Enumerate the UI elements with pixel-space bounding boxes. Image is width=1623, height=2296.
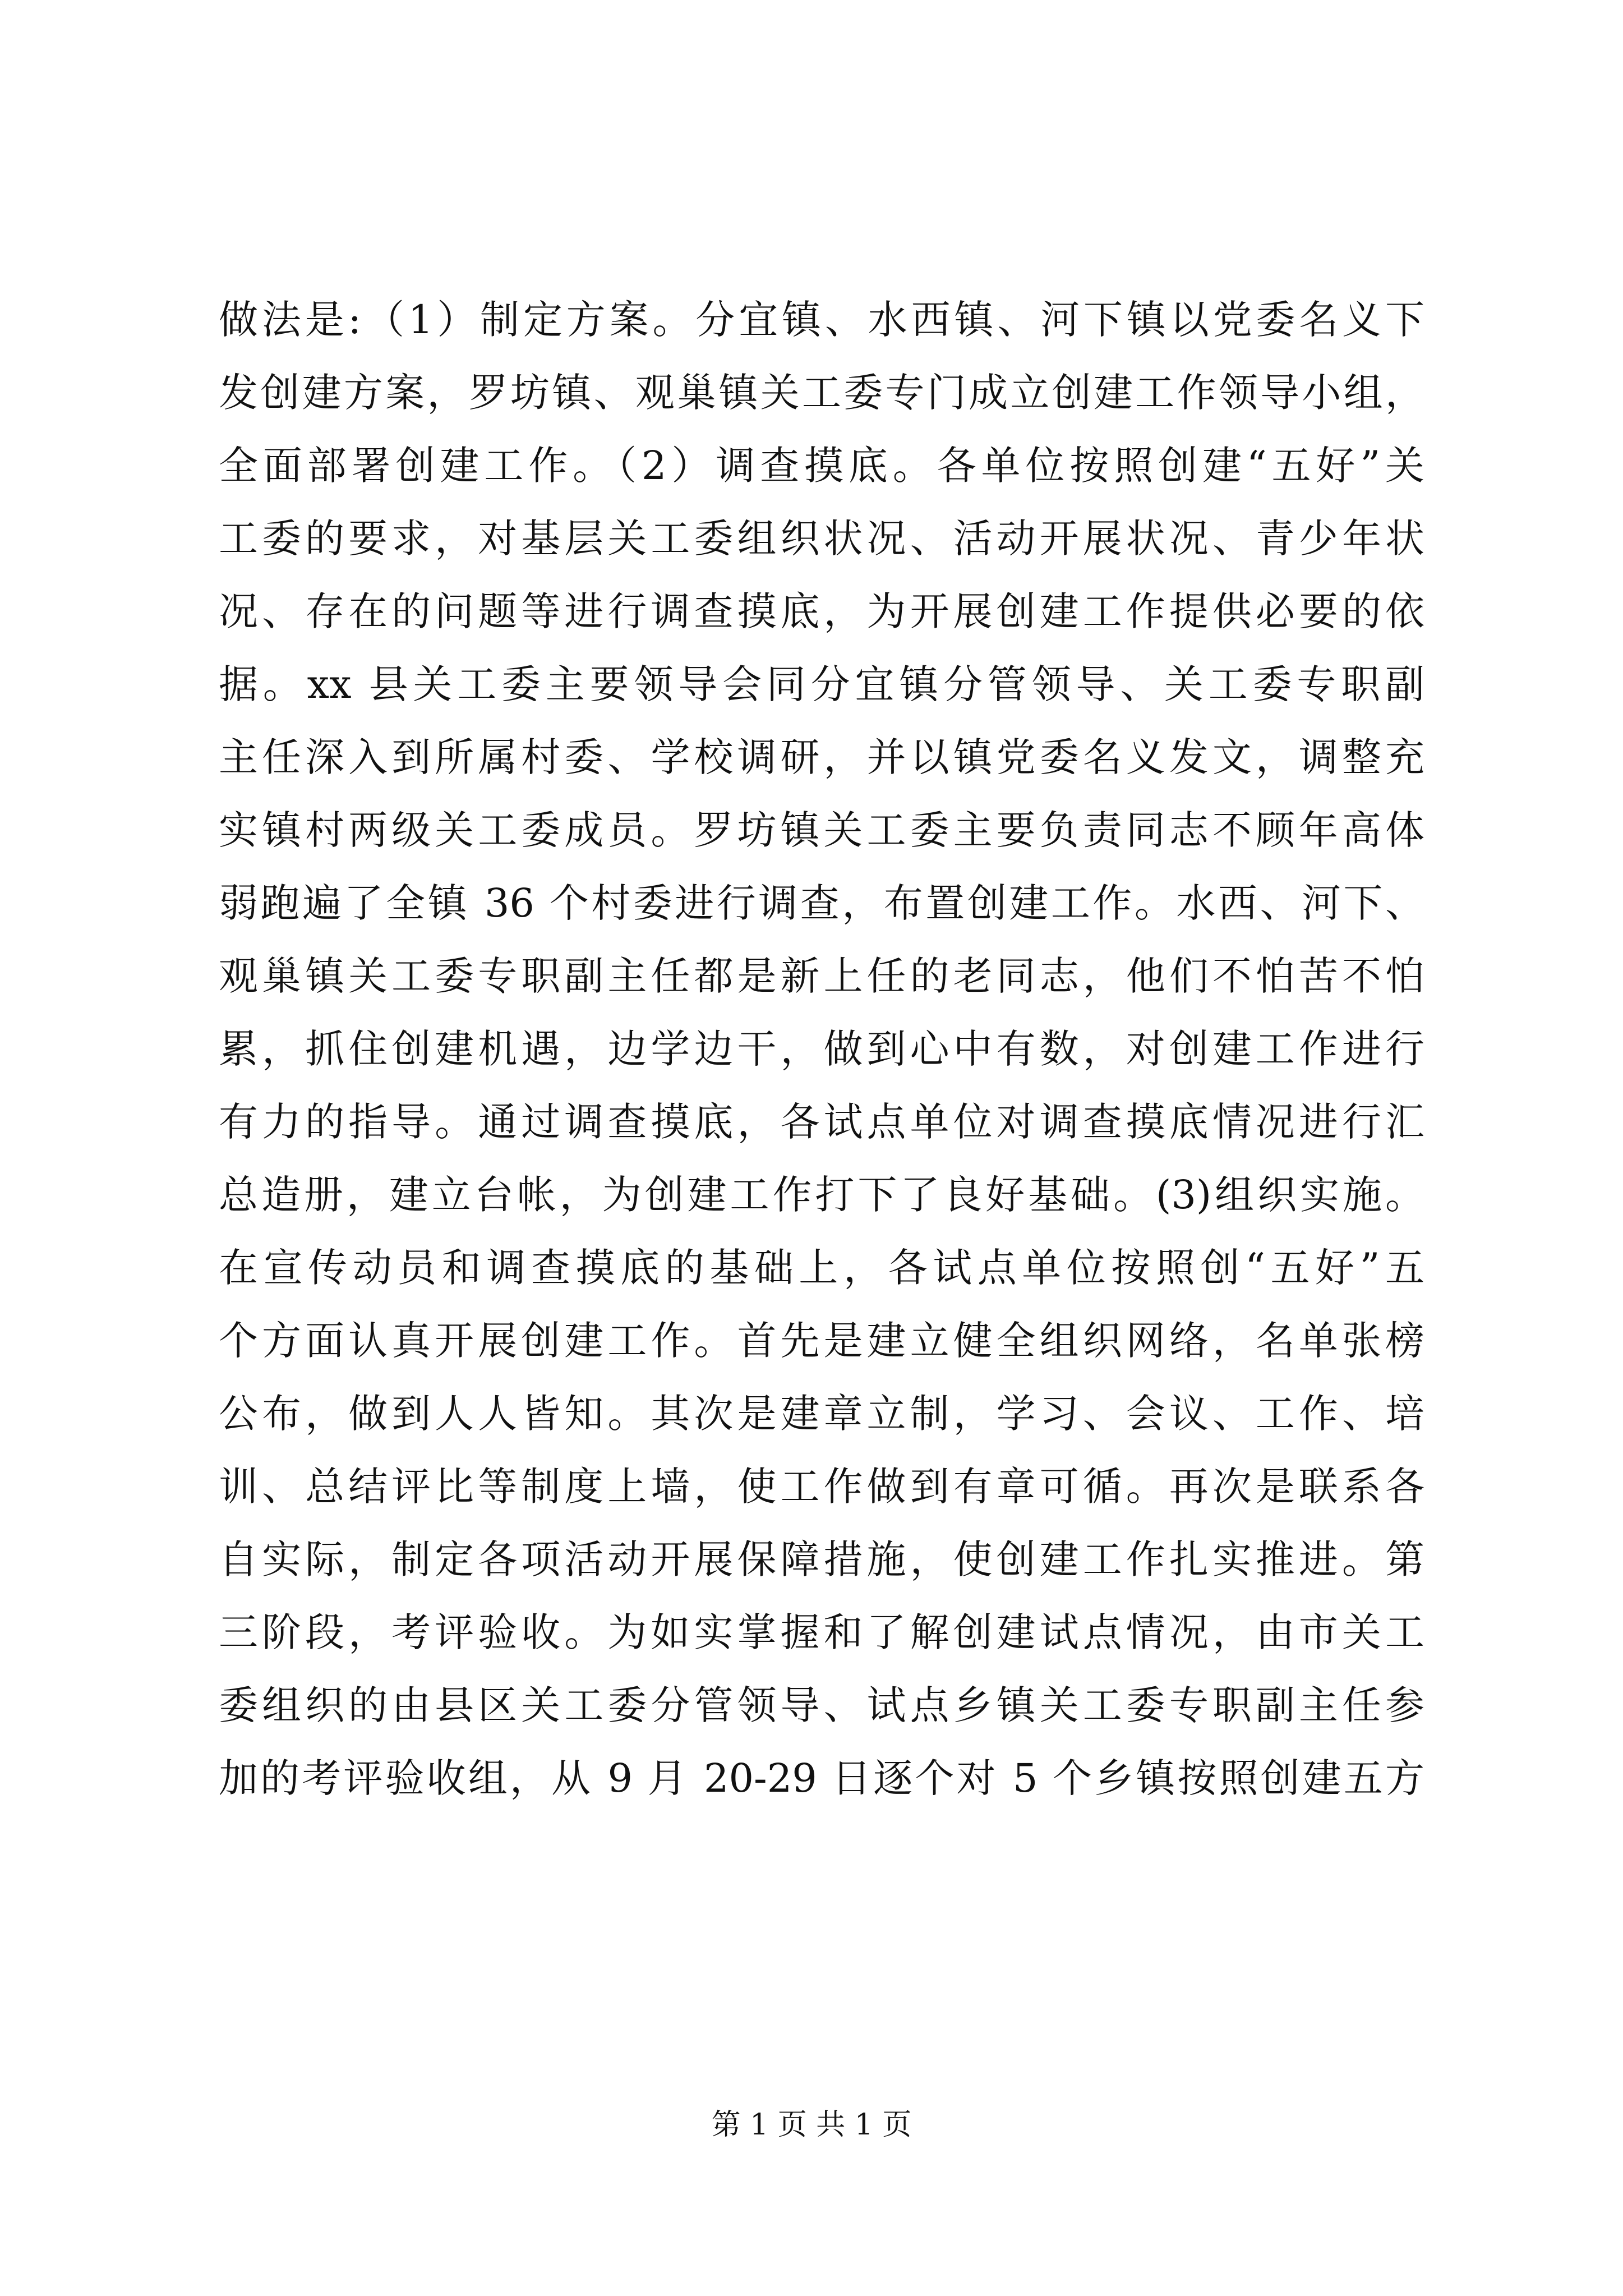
text-line: 委组织的由县区关工委分管领导、试点乡镇关工委专职副主任参 [219, 1682, 1424, 1728]
text-line: 主任深入到所属村委、学校调研，并以镇党委名义发文，调整充 [219, 734, 1424, 780]
text-line: 观巢镇关工委专职副主任都是新上任的老同志，他们不怕苦不怕 [219, 953, 1424, 999]
text-line: 做法是:（1）制定方案。分宜镇、水西镇、河下镇以党委名义下 [219, 297, 1424, 343]
text-line: 发创建方案，罗坊镇、观巢镇关工委专门成立创建工作领导小组， [219, 370, 1424, 416]
text-line: 自实际，制定各项活动开展保障措施，使创建工作扎实推进。第 [219, 1536, 1424, 1582]
text-line: 据。xx 县关工委主要领导会同分宜镇分管领导、关工委专职副 [219, 661, 1424, 707]
page-footer: 第 1 页 共 1 页 [711, 2108, 912, 2142]
text-line: 个方面认真开展创建工作。首先是建立健全组织网络，名单张榜 [219, 1318, 1424, 1364]
text-line: 总造册，建立台帐，为创建工作打下了良好基础。(3)组织实施。 [219, 1172, 1424, 1218]
text-line: 公布，做到人人皆知。其次是建章立制，学习、会议、工作、培 [219, 1391, 1424, 1437]
text-line: 有力的指导。通过调查摸底，各试点单位对调查摸底情况进行汇 [219, 1099, 1424, 1145]
body-text [219, 283, 1424, 1815]
text-line: 实镇村两级关工委成员。罗坊镇关工委主要负责同志不顾年高体 [219, 807, 1424, 853]
text-line: 加的考评验收组，从 9 月 20-29 日逐个对 5 个乡镇按照创建五方 [219, 1755, 1424, 1801]
text-line: 在宣传动员和调查摸底的基础上，各试点单位按照创“五好”五 [219, 1245, 1424, 1291]
text-line: 全面部署创建工作。（2）调查摸底。各单位按照创建“五好”关 [219, 443, 1424, 489]
text-line: 训、总结评比等制度上墙，使工作做到有章可循。再次是联系各 [219, 1464, 1424, 1510]
text-line: 工委的要求，对基层关工委组织状况、活动开展状况、青少年状 [219, 516, 1424, 562]
text-line: 累，抓住创建机遇，边学边干，做到心中有数，对创建工作进行 [219, 1026, 1424, 1072]
text-line: 况、存在的问题等进行调查摸底，为开展创建工作提供必要的依 [219, 588, 1424, 634]
text-line: 三阶段，考评验收。为如实掌握和了解创建试点情况，由市关工 [219, 1609, 1424, 1655]
text-line: 弱跑遍了全镇 36 个村委进行调查，布置创建工作。水西、河下、 [219, 880, 1424, 926]
